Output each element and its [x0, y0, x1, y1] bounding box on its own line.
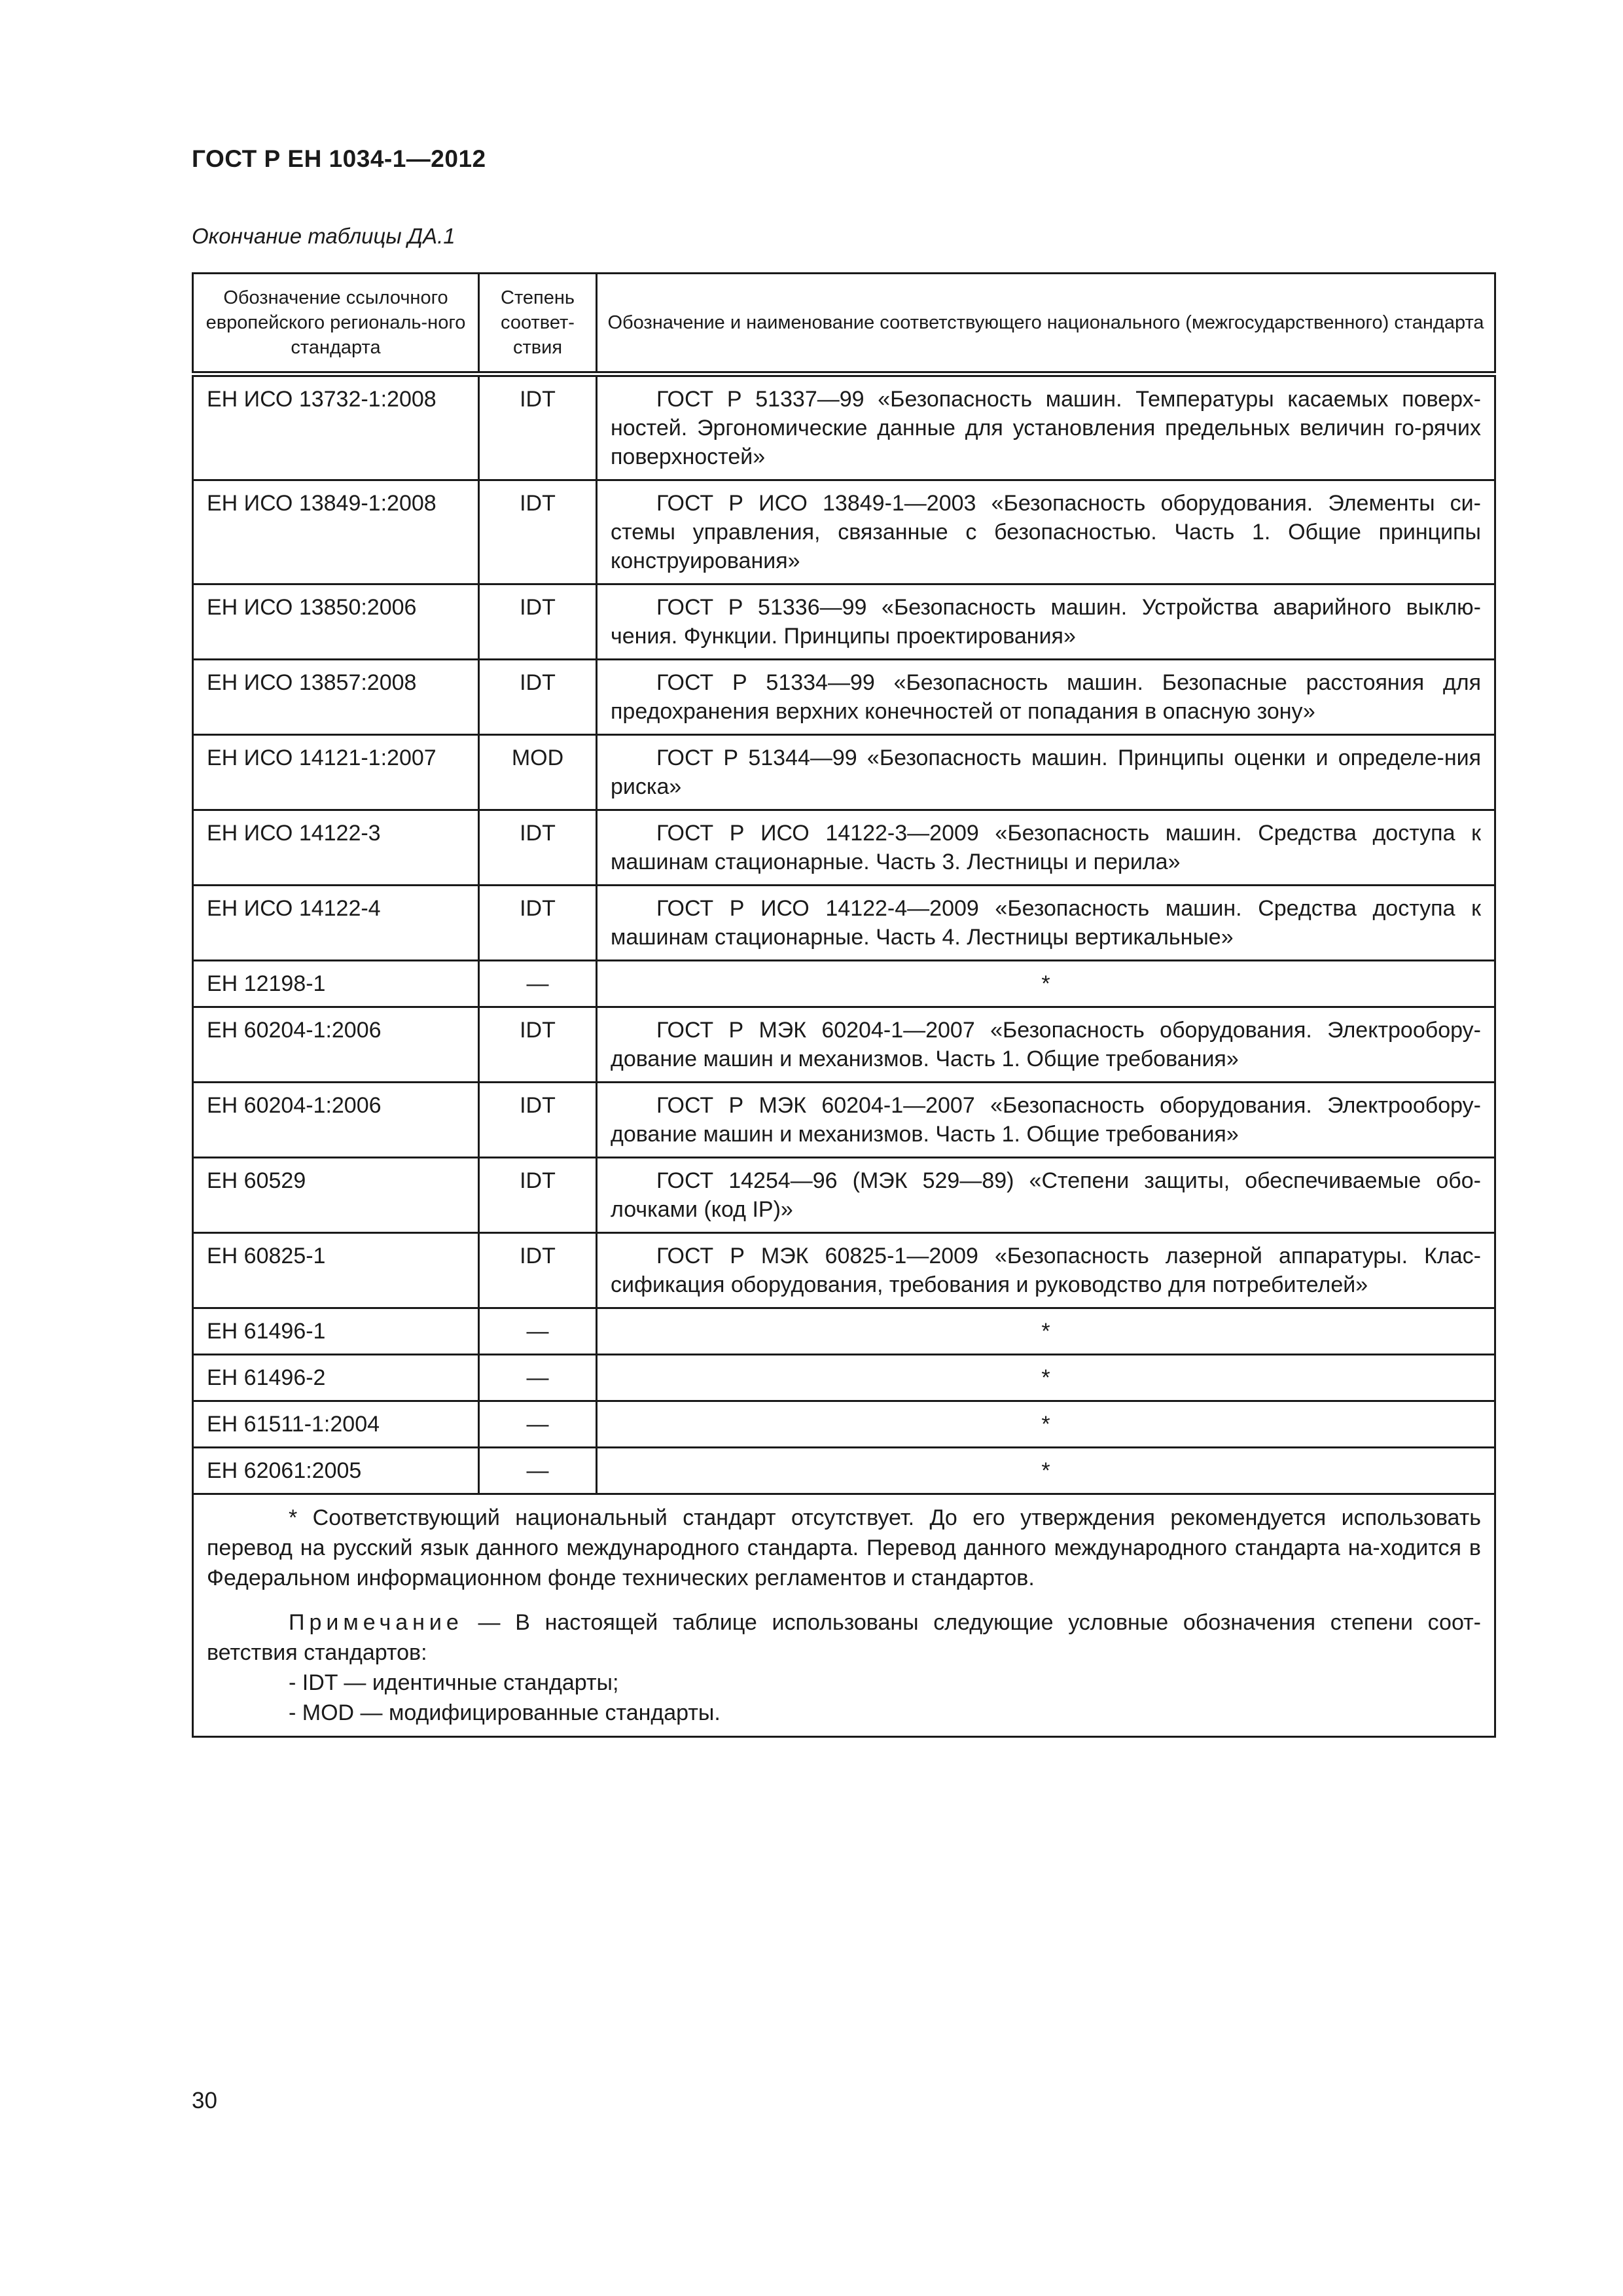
national-standard-cell: ГОСТ Р 51337—99 «Безопасность машин. Температуры касаемых поверх-ностей. Эргономические данные для установления предельных величин го-рячих поверхностей»	[597, 374, 1495, 480]
national-standard-cell: *	[597, 1355, 1495, 1401]
degree-cell: IDT	[479, 810, 597, 886]
degree-cell: IDT	[479, 1158, 597, 1233]
degree-cell: IDT	[479, 480, 597, 584]
national-standard-cell: ГОСТ Р 51334—99 «Безопасность машин. Безопасные расстояния для предохранения верхних конечностей от попадания в опасную зону»	[597, 660, 1495, 735]
table-row	[193, 961, 1495, 1007]
page-number: 30	[192, 2088, 217, 2113]
degree-cell: —	[479, 1355, 597, 1401]
national-standard-cell: ГОСТ Р 51344—99 «Безопасность машин. Принципы оценки и определе-ния риска»	[597, 735, 1495, 810]
note-label: Примечание	[289, 1610, 463, 1635]
reference-standard-cell: ЕН ИСО 13857:2008	[193, 660, 479, 735]
note-item-mod: - MOD — модифицированные стандарты.	[289, 1700, 721, 1725]
table-row	[193, 810, 1495, 886]
table-row	[193, 660, 1495, 735]
degree-cell: —	[479, 1401, 597, 1448]
table-caption: Окончание таблицы ДА.1	[192, 224, 455, 248]
reference-standard-cell: ЕН 60825-1	[193, 1233, 479, 1308]
reference-standard-cell: ЕН ИСО 14122-4	[193, 886, 479, 961]
national-standard-cell: *	[597, 961, 1495, 1007]
column-header-degree: Степень соответ-ствия	[479, 274, 597, 374]
reference-standard-cell: ЕН 61496-1	[193, 1308, 479, 1355]
reference-standard-cell: ЕН ИСО 14121-1:2007	[193, 735, 479, 810]
note-text: — В настоящей таблице использованы следующие условные обозначения степени соот-ветствия стандартов:	[207, 1610, 1481, 1665]
reference-standard-cell: ЕН 61511-1:2004	[193, 1401, 479, 1448]
degree-cell: IDT	[479, 660, 597, 735]
national-standard-cell: *	[597, 1448, 1495, 1494]
degree-cell: —	[479, 961, 597, 1007]
reference-standard-cell: ЕН ИСО 13732-1:2008	[193, 374, 479, 480]
table-row	[193, 1158, 1495, 1233]
degree-cell: MOD	[479, 735, 597, 810]
reference-standard-cell: ЕН ИСО 13849-1:2008	[193, 480, 479, 584]
degree-cell: IDT	[479, 584, 597, 660]
reference-standard-cell: ЕН 60204-1:2006	[193, 1083, 479, 1158]
table-row	[193, 1308, 1495, 1355]
national-standard-cell: *	[597, 1401, 1495, 1448]
national-standard-cell: ГОСТ Р МЭК 60204-1—2007 «Безопасность оборудования. Электрообору-дование машин и механизмов. Часть 1. Общие требования»	[597, 1083, 1495, 1158]
reference-standard-cell: ЕН 61496-2	[193, 1355, 479, 1401]
footnote-row	[193, 1494, 1495, 1737]
table-row	[193, 374, 1495, 480]
footnote-text: * Соответствующий национальный стандарт отсутствует. До его утверждения рекомендуется использовать перевод на русский язык данного международного стандарта. Перевод данного международного стандарта на-ходится в Федеральном информационном фонде технических регламентов и стандартов.	[207, 1505, 1481, 1590]
national-standard-cell: ГОСТ Р МЭК 60204-1—2007 «Безопасность оборудования. Электрообору-дование машин и механизмов. Часть 1. Общие требования»	[597, 1007, 1495, 1083]
reference-standard-cell: ЕН ИСО 13850:2006	[193, 584, 479, 660]
degree-cell: IDT	[479, 1083, 597, 1158]
table-row	[193, 1401, 1495, 1448]
document-header: ГОСТ Р ЕН 1034-1—2012	[192, 145, 486, 172]
table-row	[193, 480, 1495, 584]
reference-standard-cell: ЕН 60204-1:2006	[193, 1007, 479, 1083]
table-header-row	[193, 274, 1495, 374]
reference-standard-cell: ЕН ИСО 14122-3	[193, 810, 479, 886]
degree-cell: IDT	[479, 374, 597, 480]
table-row	[193, 1083, 1495, 1158]
note-paragraph	[207, 1607, 1481, 1668]
table-row	[193, 735, 1495, 810]
footnote-cell	[193, 1494, 1495, 1737]
column-header-reference-standard: Обозначение ссылочного европейского региональ-ного стандарта	[193, 274, 479, 374]
note-item-idt: - IDT — идентичные стандарты;	[289, 1670, 619, 1695]
table-row	[193, 886, 1495, 961]
degree-cell: —	[479, 1308, 597, 1355]
column-header-national-standard: Обозначение и наименование соответствующего национального (межгосударственного) стандарта	[597, 274, 1495, 374]
national-standard-cell: *	[597, 1308, 1495, 1355]
degree-cell: IDT	[479, 886, 597, 961]
reference-standard-cell: ЕН 60529	[193, 1158, 479, 1233]
correspondence-table	[192, 272, 1496, 1738]
national-standard-cell: ГОСТ Р ИСО 14122-3—2009 «Безопасность машин. Средства доступа к машинам стационарные. Часть 3. Лестницы и перила»	[597, 810, 1495, 886]
degree-cell: —	[479, 1448, 597, 1494]
reference-standard-cell: ЕН 62061:2005	[193, 1448, 479, 1494]
table-row	[193, 1233, 1495, 1308]
table-row	[193, 584, 1495, 660]
national-standard-cell: ГОСТ Р МЭК 60825-1—2009 «Безопасность лазерной аппаратуры. Клас-сификация оборудования, требования и руководство для потребителей»	[597, 1233, 1495, 1308]
national-standard-cell: ГОСТ Р ИСО 14122-4—2009 «Безопасность машин. Средства доступа к машинам стационарные. Часть 4. Лестницы вертикальные»	[597, 886, 1495, 961]
table-row	[193, 1007, 1495, 1083]
table-row	[193, 1355, 1495, 1401]
degree-cell: IDT	[479, 1233, 597, 1308]
national-standard-cell: ГОСТ Р 51336—99 «Безопасность машин. Устройства аварийного выклю-чения. Функции. Принципы проектирования»	[597, 584, 1495, 660]
degree-cell: IDT	[479, 1007, 597, 1083]
national-standard-cell: ГОСТ Р ИСО 13849-1—2003 «Безопасность оборудования. Элементы си-стемы управления, связанные с безопасностью. Часть 1. Общие принципы конструирования»	[597, 480, 1495, 584]
table-row	[193, 1448, 1495, 1494]
national-standard-cell: ГОСТ 14254—96 (МЭК 529—89) «Степени защиты, обеспечиваемые обо-лочками (код IP)»	[597, 1158, 1495, 1233]
reference-standard-cell: ЕН 12198-1	[193, 961, 479, 1007]
